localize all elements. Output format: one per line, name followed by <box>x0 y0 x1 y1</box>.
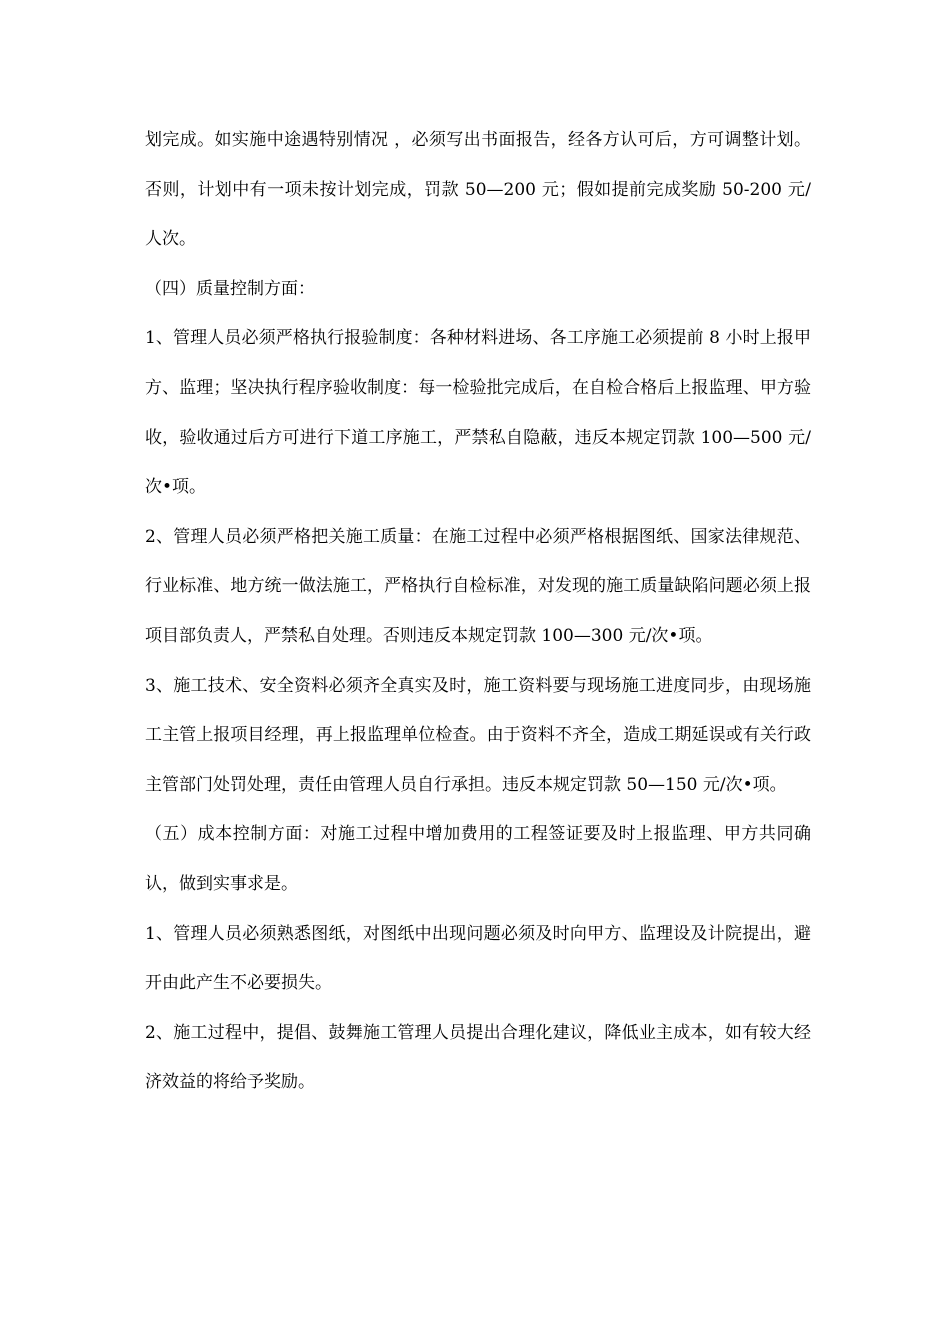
paragraph-quality-item-3: 3、施工技术、安全资料必须齐全真实及时，施工资料要与现场施工进度同步，由现场施工主管上报项目经理，再上报监理单位检查。由于资料不齐全，造成工期延误或有关行政主管部门处罚处理，责任由管理人员自行承担。违反本规定罚款 50—150 元/次•项。 <box>145 675 811 795</box>
paragraph-quality-item-1: 1、管理人员必须严格执行报验制度：各种材料进场、各工序施工必须提前 8 小时上报甲方、监理；坚决执行程序验收制度：每一检验批完成后，在自检合格后上报监理、甲方验收，验收通过后方可进行下道工序施工，严禁私自隐蔽，违反本规定罚款 100—500 元/次•项。 <box>145 328 811 498</box>
section-heading-quality-control: （四）质量控制方面： <box>145 278 315 299</box>
paragraph-cost-item-1: 1、管理人员必须熟悉图纸，对图纸中出现问题必须及时向甲方、监理设及计院提出，避开由此产生不必要损失。 <box>145 923 811 994</box>
document-body <box>145 116 811 1108</box>
paragraph-schedule-continuation: 划完成。如实施中途遇特别情况 ，必须写出书面报告，经各方认可后，方可调整计划。否则，计划中有一项未按计划完成，罚款 50—200 元；假如提前完成奖励 50-200 元/人次。 <box>145 130 811 250</box>
section-heading-cost-control: （五）成本控制方面：对施工过程中增加费用的工程签证要及时上报监理、甲方共同确认，做到实事求是。 <box>145 824 811 894</box>
paragraph-cost-item-2: 2、施工过程中，提倡、鼓舞施工管理人员提出合理化建议，降低业主成本，如有较大经济效益的将给予奖励。 <box>145 1022 811 1093</box>
paragraph-quality-item-2: 2、管理人员必须严格把关施工质量：在施工过程中必须严格根据图纸、国家法律规范、行业标准、地方统一做法施工，严格执行自检标准，对发现的施工质量缺陷问题必须上报项目部负责人，严禁私自处理。否则违反本规定罚款 100—300 元/次•项。 <box>145 526 811 646</box>
